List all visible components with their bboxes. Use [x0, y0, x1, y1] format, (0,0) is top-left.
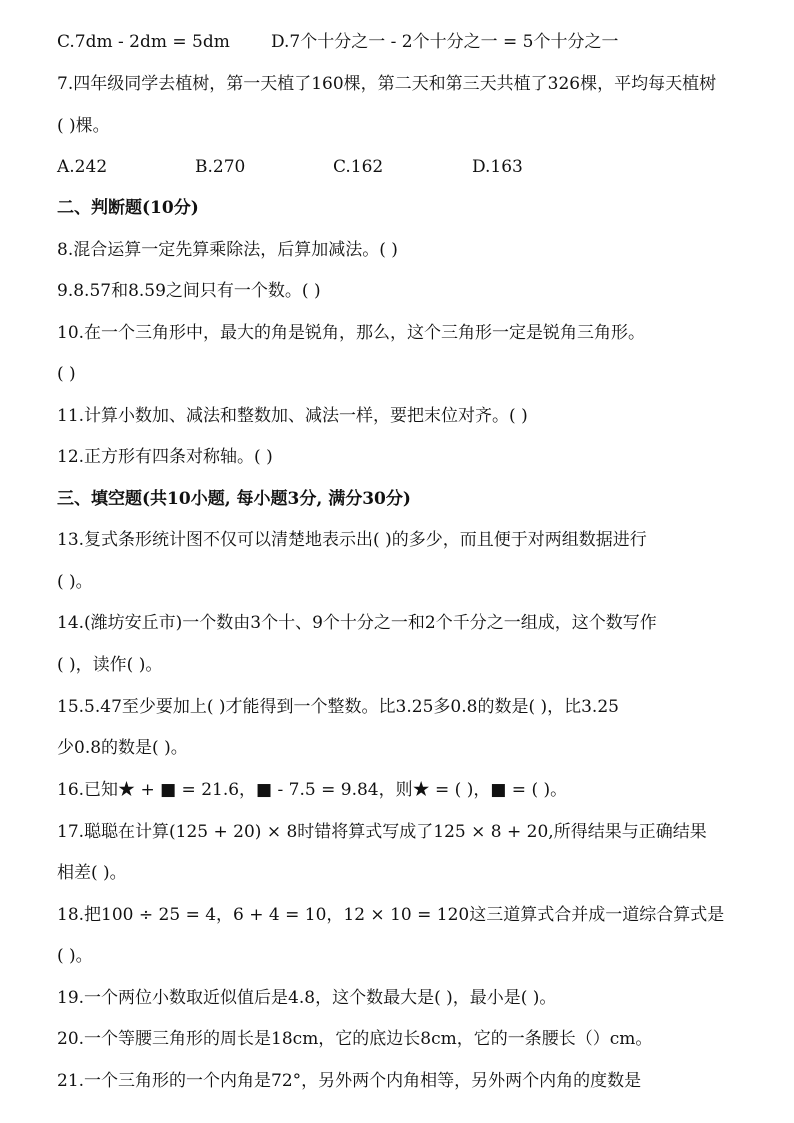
q15-text: 15.5.47至少要加上( )才能得到一个整数。比3.25多0.8的数是( )，比3.25	[57, 697, 619, 717]
q19-text: 19.一个两位小数取近似值后是4.8，这个数最大是( )，最小是( )。	[57, 988, 557, 1008]
q17-text: 17.聪聪在计算(125 + 20) × 8时错将算式写成了125 × 8 + 20,所得结果与正确结果	[57, 822, 707, 842]
q20-text: 20.一个等腰三角形的周长是18cm，它的底边长8cm，它的一条腰长（）cm。	[57, 1029, 653, 1049]
q17-continuation: 相差( )。	[57, 863, 127, 883]
q9-text: 9.8.57和8.59之间只有一个数。( )	[57, 281, 321, 301]
q7-option-b: B.270	[195, 157, 246, 177]
q12-text: 12.正方形有四条对称轴。( )	[57, 447, 273, 467]
q13-text: 13.复式条形统计图不仅可以清楚地表示出( )的多少，而且便于对两组数据进行	[57, 530, 647, 550]
q10-continuation: ( )	[57, 364, 76, 384]
q14-continuation: ( )，读作( )。	[57, 655, 163, 675]
q6-option-c: C.7dm - 2dm = 5dm	[57, 32, 230, 52]
q16-text: 16.已知★ + ■ = 21.6，■ - 7.5 = 9.84，则★ = ( )，■ = ( )。	[57, 780, 568, 800]
section-2-title: 二、判断题(10分)	[57, 198, 199, 218]
q7-option-a: A.242	[57, 157, 108, 177]
q7-option-c: C.162	[333, 157, 384, 177]
section-3-title: 三、填空题(共10小题, 每小题3分, 满分30分)	[57, 489, 411, 509]
q18-text: 18.把100 ÷ 25 = 4，6 + 4 = 10，12 × 10 = 120这三道算式合并成一道综合算式是	[57, 905, 725, 925]
q21-text: 21.一个三角形的一个内角是72°，另外两个内角相等，另外两个内角的度数是	[57, 1071, 642, 1091]
q11-text: 11.计算小数加、减法和整数加、减法一样，要把末位对齐。( )	[57, 406, 528, 426]
q15-continuation: 少0.8的数是( )。	[57, 738, 188, 758]
q14-text: 14.(潍坊安丘市)一个数由3个十、9个十分之一和2个千分之一组成，这个数写作	[57, 613, 657, 633]
q6-option-d: D.7个十分之一 - 2个十分之一 = 5个十分之一	[271, 32, 619, 52]
q7-continuation: ( )棵。	[57, 116, 110, 136]
q13-continuation: ( )。	[57, 572, 93, 592]
q10-text: 10.在一个三角形中，最大的角是锐角，那么，这个三角形一定是锐角三角形。	[57, 323, 646, 343]
q7-option-d: D.163	[472, 157, 523, 177]
q8-text: 8.混合运算一定先算乘除法，后算加减法。( )	[57, 240, 398, 260]
q18-continuation: ( )。	[57, 946, 93, 966]
q7-text: 7.四年级同学去植树，第一天植了160棵，第二天和第三天共植了326棵，平均每天植树	[57, 74, 717, 94]
